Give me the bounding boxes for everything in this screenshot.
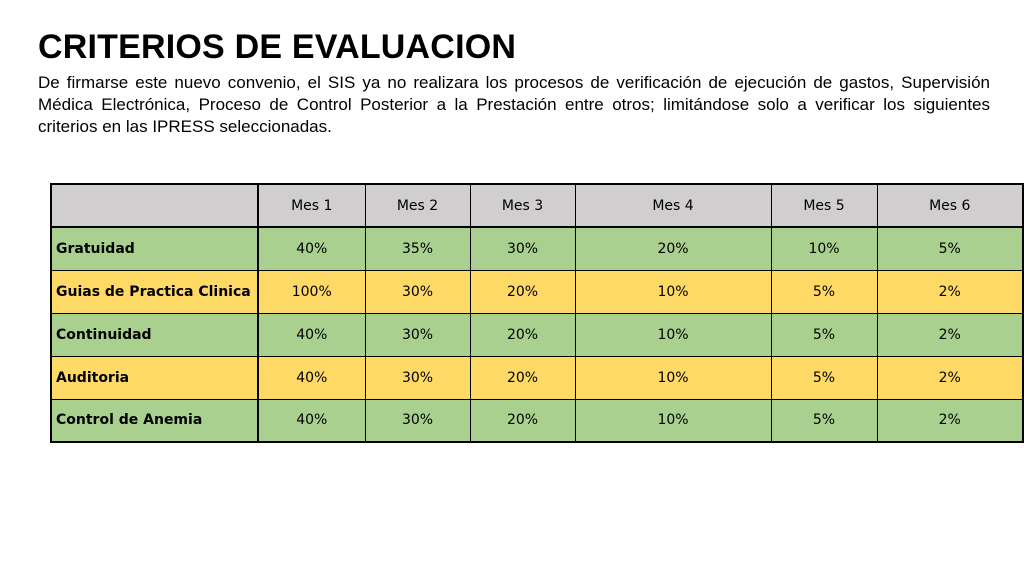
table-cell: 40% bbox=[258, 227, 365, 270]
criteria-table bbox=[50, 183, 1024, 443]
table-cell: 20% bbox=[575, 227, 771, 270]
table-header-row bbox=[51, 184, 1023, 227]
table-cell: 5% bbox=[771, 313, 877, 356]
table-cell: 30% bbox=[365, 270, 470, 313]
table-cell: 40% bbox=[258, 399, 365, 442]
table-cell: 20% bbox=[470, 313, 575, 356]
table-cell: 10% bbox=[575, 356, 771, 399]
table-row bbox=[51, 356, 1023, 399]
table-row bbox=[51, 227, 1023, 270]
table-cell: 5% bbox=[771, 270, 877, 313]
table-cell: 20% bbox=[470, 399, 575, 442]
table-row bbox=[51, 270, 1023, 313]
table-corner-cell bbox=[51, 184, 258, 227]
column-header-mes-6: Mes 6 bbox=[877, 184, 1023, 227]
table-cell: 100% bbox=[258, 270, 365, 313]
table-row bbox=[51, 399, 1023, 442]
row-label-guias-de-practica-clinica: Guias de Practica Clinica bbox=[51, 270, 258, 313]
slide-title: CRITERIOS DE EVALUACION bbox=[38, 28, 517, 66]
table-cell: 2% bbox=[877, 356, 1023, 399]
table-cell: 40% bbox=[258, 313, 365, 356]
table-cell: 30% bbox=[365, 356, 470, 399]
table-cell: 5% bbox=[771, 356, 877, 399]
table-cell: 2% bbox=[877, 399, 1023, 442]
column-header-mes-3: Mes 3 bbox=[470, 184, 575, 227]
table-cell: 5% bbox=[771, 399, 877, 442]
table-cell: 2% bbox=[877, 270, 1023, 313]
table-cell: 40% bbox=[258, 356, 365, 399]
row-label-auditoria: Auditoria bbox=[51, 356, 258, 399]
table-cell: 20% bbox=[470, 270, 575, 313]
row-label-gratuidad: Gratuidad bbox=[51, 227, 258, 270]
table-cell: 20% bbox=[470, 356, 575, 399]
table-cell: 10% bbox=[575, 399, 771, 442]
column-header-mes-4: Mes 4 bbox=[575, 184, 771, 227]
table-cell: 30% bbox=[365, 399, 470, 442]
table-cell: 10% bbox=[575, 313, 771, 356]
row-label-control-de-anemia: Control de Anemia bbox=[51, 399, 258, 442]
slide-body-text: De firmarse este nuevo convenio, el SIS ya no realizara los procesos de verificación de ejecución de gastos, Supervisión Médica Electrónica, Proceso de Control Posterior a la Prestación entre otros; limitándose solo a verificar los siguientes criterios en las IPRESS seleccionadas. bbox=[38, 73, 990, 136]
table-cell: 30% bbox=[470, 227, 575, 270]
column-header-mes-1: Mes 1 bbox=[258, 184, 365, 227]
table-row bbox=[51, 313, 1023, 356]
table-cell: 2% bbox=[877, 313, 1023, 356]
row-label-continuidad: Continuidad bbox=[51, 313, 258, 356]
column-header-mes-5: Mes 5 bbox=[771, 184, 877, 227]
table-cell: 10% bbox=[575, 270, 771, 313]
table-cell: 30% bbox=[365, 313, 470, 356]
table-cell: 35% bbox=[365, 227, 470, 270]
table-cell: 5% bbox=[877, 227, 1023, 270]
column-header-mes-2: Mes 2 bbox=[365, 184, 470, 227]
table-cell: 10% bbox=[771, 227, 877, 270]
